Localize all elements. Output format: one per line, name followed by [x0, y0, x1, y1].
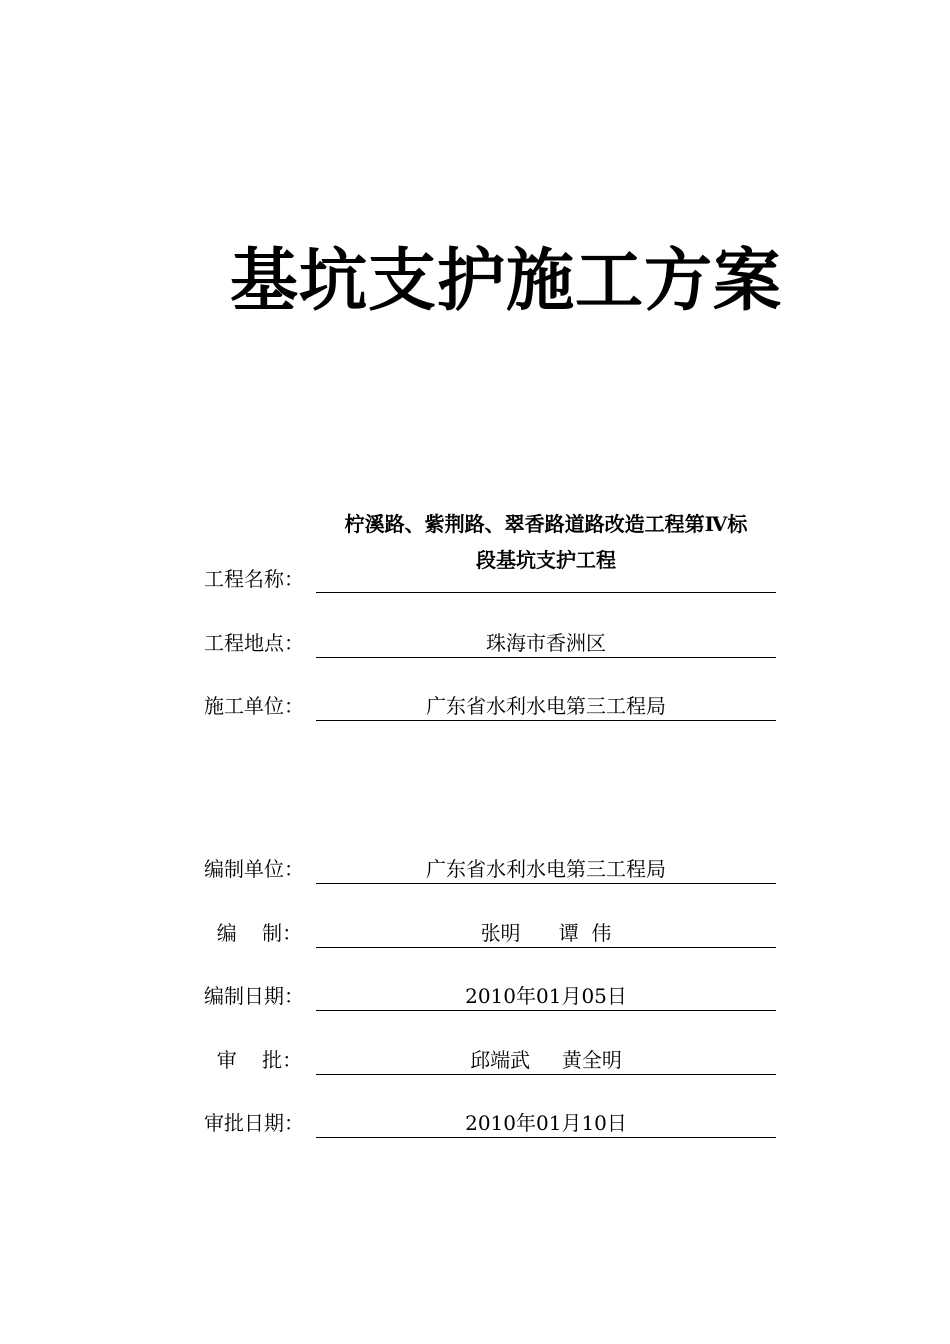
project-name-line-2: 段基坑支护工程 [476, 548, 616, 572]
project-name-line-1: 柠溪路、紫荆路、翠香路道路改造工程第Ⅳ标 [344, 512, 748, 536]
approve-date-label: 审批日期： [204, 1111, 304, 1135]
compiler-label: 编 制： [204, 921, 303, 945]
approve-date-row [204, 1104, 776, 1138]
project-name-label: 工程名称： [204, 567, 304, 591]
compiler-row [204, 914, 776, 948]
project-location-row [204, 624, 776, 658]
construction-unit-row [204, 687, 776, 721]
approver-label: 审 批： [204, 1048, 303, 1072]
compile-date-row [204, 977, 776, 1011]
compiling-unit-value: 广东省水利水电第三工程局 [316, 855, 776, 884]
compiler-value: 张明 谭 伟 [316, 919, 776, 948]
approver-value: 邱端武 黄全明 [316, 1046, 776, 1075]
document-title: 基坑支护施工方案 [229, 241, 782, 321]
project-location-value: 珠海市香洲区 [316, 629, 776, 658]
compiling-unit-label: 编制单位： [204, 857, 304, 881]
compile-date-label: 编制日期： [204, 984, 304, 1008]
project-location-label: 工程地点： [204, 631, 304, 655]
project-name-row [204, 560, 776, 594]
compile-date-value: 2010年01月05日 [316, 982, 776, 1011]
construction-unit-label: 施工单位： [204, 694, 304, 718]
approve-date-value: 2010年01月10日 [316, 1109, 776, 1138]
compiling-unit-row [204, 850, 776, 884]
construction-unit-value: 广东省水利水电第三工程局 [316, 692, 776, 721]
approver-row [204, 1041, 776, 1075]
